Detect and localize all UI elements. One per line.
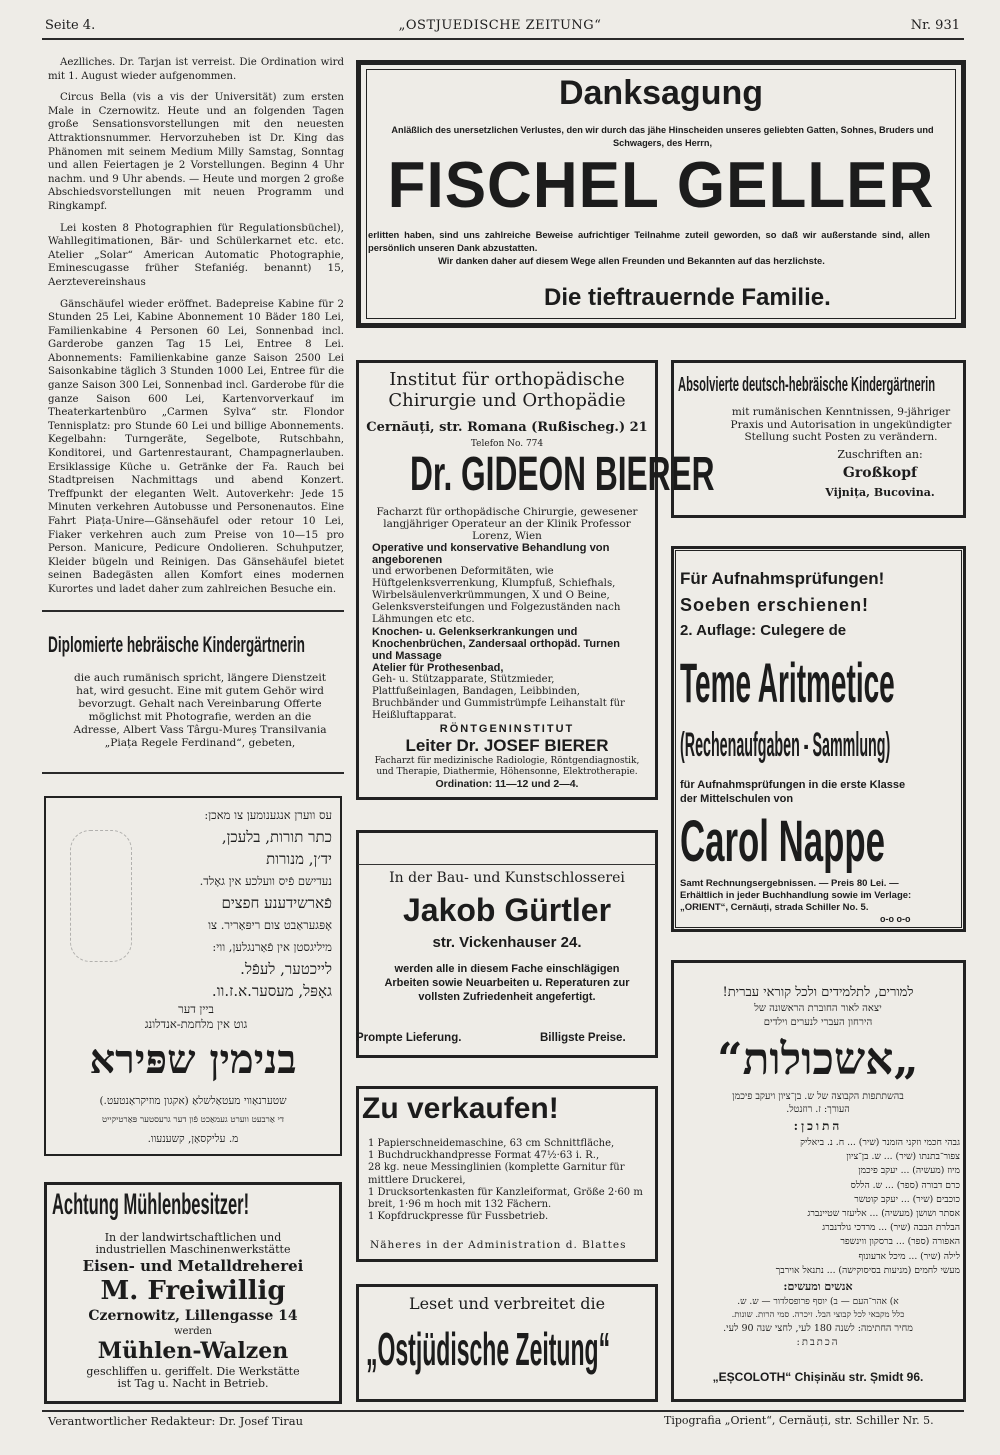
footer-rule: [42, 1410, 964, 1412]
footer-editor: Verantwortlicher Redakteur: Dr. Josef Tirau: [48, 1414, 304, 1428]
hebrew-ad-lines: [60, 804, 332, 1032]
kinder-title: Diplomierte hebräische Kindergärtnerin: [48, 632, 305, 657]
eskoloth-toc-title: התוכן:: [793, 1119, 843, 1133]
verkauf-items: [368, 1138, 652, 1223]
absol-zuschriften: Zuschriften an:: [837, 448, 923, 461]
eskoloth-toc-row: הבלרת הבבה (שיר) ... מרדכי גולדנברג: [822, 1222, 960, 1234]
eskoloth-sub-2: הירחון העברי לנערים וילדים: [763, 1017, 873, 1028]
absol-place: Vijnița, Bucovina.: [825, 486, 935, 499]
hebrew-line: אָפּגעראַבט צום ריפּאַריר. צו: [208, 918, 332, 932]
eskoloth-toc-row: גבהי חכמי וזקני הזמנר (שיר) ... ח. נ. ביאליק: [800, 1137, 960, 1148]
footer-printer: Tipografia „Orient“, Cernăuți, str. Schiller Nr. 5.: [664, 1414, 934, 1427]
hebrew-line: לייכטער, לעפֿל.: [240, 960, 332, 978]
muehle-walzen: Mühlen-Walzen: [97, 1338, 289, 1364]
divider: [42, 772, 344, 774]
absol-body: mit rumänischen Kenntnissen, 9-jähriger Praxis und Autorisation in ungekündigter Stellung sucht Posten zu verändern.: [730, 406, 952, 443]
danksagung-body: [368, 228, 930, 267]
nappe-details: Samt Rechnungsergebnissen. — Preis 80 Lei. — Erhältlich in jeder Buchhandlung sowie im Verlage: „ORIENT“, Cernăuți, strada Schiller No. 5.: [680, 878, 912, 913]
header-rule: [42, 38, 964, 40]
eskoloth-toc: [676, 1136, 960, 1278]
bierer-content: [360, 369, 715, 791]
notice-photo: Lei kosten 8 Photographien für Regulationsbüchel), Wahllegitimationen, Bär- und Schülerkarnet etc. etc. Atelier „Solar“ American Automatic Photographie, Eminescugasse früher Stefaniég. benannt) 15, Aerztevereinshaus: [48, 221, 344, 288]
hebrew-ad-name: בנימין שפּירא: [89, 1036, 297, 1083]
divider: [42, 610, 344, 612]
muehle-line: Eisen- und Metalldreherei: [82, 1257, 304, 1275]
hebrew-line: גוט אין מלחמת-אנדלונג: [144, 1017, 248, 1031]
nappe-headlines: [680, 566, 884, 644]
muehle-line: industriellen Maschinenwerkstätte: [95, 1243, 291, 1256]
bierer-title-1: Institut für orthopädische: [389, 369, 625, 390]
notice-circus: Circus Bella (vis a vis der Universität) zum ersten Male in Czernowitz. Heute und an folgenden Tagen große Sensationsvorstellungen mit den neuesten Attraktionsnummer. Hervorzuheben ist Dr. King das Phänomen mit seinem Medium Milly Samstag, Sonntag und allen Feiertagen je 2 Vorstellungen. Beginn 4 Uhr nachm. und 9 Uhr abends. — Heute und morgen 2 große Abschiedsvorstellungen mit neuen Programm und Ringkampf.: [48, 92, 344, 212]
muehle-lines: [50, 1232, 336, 1390]
eskoloth-content: [676, 984, 960, 1350]
eskoloth-toc-row: מיוז (מעשיה) ... יעקב פיכמן: [858, 1165, 960, 1177]
eskoloth-price: מחיר החתימה: לשנה 180 לעי, לחצי שנה 90 לעי.: [723, 1323, 913, 1335]
bierer-desc-2: und erworbenen Deformitäten, wie Hüftgelenksverrenkung, Klumpfuß, Schiefhals, Wirbelsäulenverkrümmungen, X und O Beine, Gelenksversteifungen und Folgezuständen nach Lähmungen etc etc.: [372, 566, 621, 625]
bierer-desc-3: Geh- u. Stützapparate, Stützmieder, Plattfußeinlagen, Bandagen, Leibbinden, Bruchbänder und Gummistrümpfe Leihanstalt für Heißluftapparat.: [372, 674, 625, 721]
bierer-leiter: Leiter Dr. JOSEF BIERER: [405, 736, 609, 755]
verkauf-item: 1 Kopfdruckpresse für Fussbetrieb.: [368, 1211, 549, 1223]
eskoloth-title: „אשכולות“: [717, 1034, 919, 1085]
bierer-desc-4: Facharzt für medizinische Radiologie, Röntgendiagnostik, und Therapie, Diathermie, Höhensonne, Elektrotherapie.: [374, 756, 640, 777]
danksagung-name: FISCHEL GELLER: [387, 149, 935, 222]
danksagung-body-1: erlitten haben, sind uns zahlreiche Beweise aufrichtiger Teilnahme zuteil geworden, so daß wir außerstande sind, allen persönlich unseren Dank abzustatten.: [368, 229, 930, 253]
muehle-line: werden: [173, 1326, 213, 1337]
bierer-roentgen: RÖNTGENINSTITUT: [439, 723, 575, 735]
eskoloth-toc-row: מעשי לחמים (מניעות בסיסוקישה) ... נתנאל אוירבך: [775, 1264, 960, 1276]
hebrew-line: ביין דער: [178, 1002, 214, 1016]
hebrew-line: מיליגסטן אין פֿאַרנגלען, ווי:: [212, 940, 332, 954]
hebrew-line: גאָפּל, מעסער.א.ז.וו.: [211, 982, 332, 1000]
leset-line-1: Leset und verbreitet die: [408, 1294, 606, 1313]
eskoloth-address: „EȘCOLOTH“ Chișinău str. Șmidt 96.: [712, 1370, 924, 1384]
guertler-name: Jakob Gürtler: [402, 892, 612, 928]
notice-gaensehaeufel: Gänschäufel wieder eröffnet. Badepreise Kabine für 2 Stunden 25 Lei, Kabine Abonnement 10 Bäder 180 Lei, Familienkabine 4 Personen 60 Lei, Sonnenbad incl. Garderobe ganzen Tag 15 Lei, Entree 8 Lei. Abonnements: Familienkabine ganze Saison 2500 Lei Saisonkabine täglich 3 Stunden 1000 Lei, Entree für die ganze Saison 300 Lei, Sonnenbad incl. Garderobe für die ganze Saison 600 Lei, Kartenvorverkauf im Theaterkartenbüro „Carmen Sylva“ str. Flondor Tennisplatz: pro Stunde 60 Lei und billige Abonnements. Kegelbahn: Turngeräte, Segelbote, Rutschbahn, Konditorei, und Gartenrestaurant, Champagnerlauben. Ersiklassige Küche u. Getränke der Fa. Rauch bei Stadtpreisen Nachmittags und abend Konzert. Treffpunkt der eleganten Welt. Autoverkehr: Jede 15 Minuten verkehren Autobusse und Personenautos. Eine Fahrt Piața-Unire—Gänsehäufel oder retour 10 Lei, Fiaker verkehren auch zum Preise von 10—15 pro Person. Manicure, Pedicure Ondolieren. Schuhputzer, Kleider bügeln und Reinigen. Das Gänsehäufel bietet seinen Badegästen allen Komfort eines modernen Kurortes und ladet daher zum zahlreichen Besuche ein.: [48, 298, 344, 595]
bierer-atelier: Atelier für Prothesenbad,: [372, 662, 504, 674]
bierer-phone: Telefon No. 774: [470, 439, 544, 449]
guertler-rule: [358, 864, 656, 865]
nappe-ornament: o-o o-o: [880, 914, 911, 924]
nappe-line-1: Für Aufnahmsprüfungen!: [680, 569, 885, 588]
eskoloth-editor: העורך: ז. רוזנטל.: [786, 1104, 850, 1115]
hebrew-footer-line: שטערנאַווי מעטאַלשלאַ (אקגון מוזיקראַנטעט.): [99, 1095, 287, 1107]
bierer-name: Dr. GIDEON BIERER: [409, 448, 715, 501]
issue-number: Nr. 931: [910, 18, 960, 33]
muehle-line: geschliffen u. geriffelt. Die Werkstätte ist Tag u. Nacht in Betrieb.: [86, 1365, 300, 1390]
bierer-operative: Operative und konservative Behandlung von angeborenen: [372, 542, 610, 566]
guertler-line-1: In der Bau- und Kunstschlosserei: [389, 870, 625, 886]
nappe-line-2: Soeben erschienen!: [680, 595, 870, 615]
verkauf-item: 1 Papierschneidemaschine, 63 cm Schnittfläche,: [368, 1138, 615, 1149]
hebrew-ad-footer: [54, 1092, 332, 1149]
verkauf-item: 1 Drucksortenkasten für Kanzleiformat, Größe 2·60 m breit, 1·96 m hoch mit 132 Fächern.: [368, 1186, 643, 1211]
hebrew-footer-line: די אַרבעט ווערט געמאַכט פֿון דער גרעסטער פּאַרטיקייט: [102, 1115, 284, 1125]
eskoloth-line-2: כלל מקבאי לכל קבוצי הבל. זיכרה. סמי הרות. שונות.: [731, 1310, 905, 1321]
hebrew-line: כתר תורות, בלעכן,: [221, 828, 332, 846]
danksagung-intro: Anläßlich des unersetzlichen Verlustes, den wir durch das jähe Hinscheiden unseres geliebten Gatten, Sohnes, Bruders und Schwagers, des Herrn,: [391, 125, 934, 148]
danksagung-family: Die tieftrauernde Familie.: [544, 284, 831, 311]
nappe-line-3: 2. Auflage: Culegere de: [680, 622, 847, 639]
guertler-body: werden alle in diesem Fache einschlägigen Arbeiten sowie Neuarbeiten u. Reperaturen zur vollsten Zufriedenheit angefertigt.: [384, 963, 630, 1003]
eskoloth-line-1: א) אהר־העם — ב) יוסף פרופסלדור — ש. ש.: [737, 1297, 899, 1308]
eskoloth-sub-1: יצאה לאור החוברת הראשונה של: [754, 1003, 882, 1014]
eskoloth-toc-row: לילה (שיר) ... מיכל אדעונוף: [858, 1250, 960, 1262]
hebrew-line: נעדישם פֿיס וועלכע אין גאָלד.: [199, 874, 332, 888]
danksagung-title: Danksagung: [558, 74, 764, 112]
leset-newspaper-name: „Ostjüdische Zeitung“: [366, 1323, 611, 1375]
kinder-body: die auch rumänisch spricht, längere Dienstzeit hat, wird gesucht. Eine mit gutem Gehör wird bevorzugt. Gehalt nach Vereinbarung Offerte möglichst mit Photografie, werden an die Adresse, Albert Vass Târgu-Mureș Transilvania „Piața Regele Ferdinand“, gebeten,: [73, 672, 327, 749]
page-number: Seite 4.: [45, 18, 96, 33]
verkauf-footer: Näheres in der Administration d. Blattes: [370, 1239, 627, 1251]
bierer-ordination: Ordination: 11—12 und 2—4.: [435, 778, 579, 790]
absol-name: Großkopf: [842, 465, 918, 481]
guertler-address: str. Vickenhauser 24.: [432, 934, 582, 951]
eskoloth-toc-row: צפור־בתנתו (שיר) ... ש. בן־ציון: [846, 1151, 960, 1163]
nappe-title: Teme Aritmetice: [680, 651, 895, 714]
guertler-prompt: Prompte Lieferung.: [356, 1032, 462, 1044]
eskoloth-toc-row: כרם דבורה (ספר) ... ש. הללס: [850, 1179, 960, 1191]
hebrew-line: עס ווערן אנגענומען צו מאכן:: [204, 808, 332, 822]
bierer-title-2: Chirurgie und Orthopädie: [388, 390, 626, 411]
eskoloth-top: למורים, לתלמידים ולכל קוראי עברית!: [722, 985, 914, 1000]
verkauf-item: 1 Buchdruckhandpresse Format 47½·63 i. R.,: [368, 1150, 600, 1162]
eskoloth-ktovet: הכתבת:: [796, 1337, 840, 1349]
nappe-author: Carol Nappe: [680, 809, 885, 874]
notices-column: [48, 56, 344, 597]
nappe-subtitle: (Rechenaufgaben - Sammlung): [680, 726, 891, 764]
verkauf-title: Zu verkaufen!: [362, 1092, 559, 1125]
bierer-knochen: Knochen- u. Gelenkserkrankungen und Knochenbrüchen, Zandersaal orthopäd. Turnen und Massage: [372, 626, 620, 662]
bierer-address: Cernăuți, str. Romana (Rußischeg.) 21: [366, 420, 648, 435]
muehle-address: Czernowitz, Lillengasse 14: [88, 1308, 298, 1324]
notice-tarjan: Aezlliches. Dr. Tarjan ist verreist. Die Ordination wird mit 1. August wieder aufgenommen.: [48, 57, 344, 82]
eskoloth-anashim: אנשים ומעשים:: [783, 1280, 853, 1294]
absol-title: Absolvierte deutsch-hebräische Kindergärtnerin: [678, 374, 936, 396]
danksagung-body-2: Wir danken daher auf diesem Wege allen Freunden und Bekannten auf das herzlichste.: [438, 255, 825, 266]
verkauf-item: 28 kg. neue Messinglinien (komplette Garnitur für mittlere Druckerei,: [368, 1162, 625, 1186]
hebrew-line: פֿארשידענע חפצים: [221, 894, 332, 912]
eskoloth-editors: בהשתתפות הקבוצה של ש. בן־ציון ויעקב פיכמן: [732, 1091, 904, 1102]
muehle-line: In der landwirtschaftlichen und: [104, 1231, 282, 1244]
muehle-title: Achtung Mühlenbesitzer!: [52, 1188, 250, 1221]
guertler-billig: Billigste Preise.: [540, 1032, 626, 1044]
hebrew-line: יד׳ן, מנורות: [266, 850, 332, 868]
bierer-desc: Facharzt für orthopädische Chirurgie, gewesener langjähriger Operateur an der Klinik Professor Lorenz, Wien: [376, 506, 638, 542]
eskoloth-toc-row: האפורה (ספר) ... ברסקון ווינשפר: [840, 1236, 960, 1248]
nappe-text: für Aufnahmsprüfungen in die erste Klasse der Mittelschulen von: [680, 779, 906, 805]
eskoloth-toc-row: אסתר ושושן (מעשיה) ... אליעזר שטיינברג: [807, 1208, 960, 1220]
hebrew-footer-line: מ. עליקסאַן, קשענעוו.: [147, 1133, 239, 1145]
muehle-name: M. Freiwillig: [100, 1276, 286, 1306]
eskoloth-toc-row: כוכבים (שיר) ... יעקב קוטשר: [854, 1193, 960, 1205]
newspaper-title: „OSTJUEDISCHE ZEITUNG“: [398, 18, 602, 33]
